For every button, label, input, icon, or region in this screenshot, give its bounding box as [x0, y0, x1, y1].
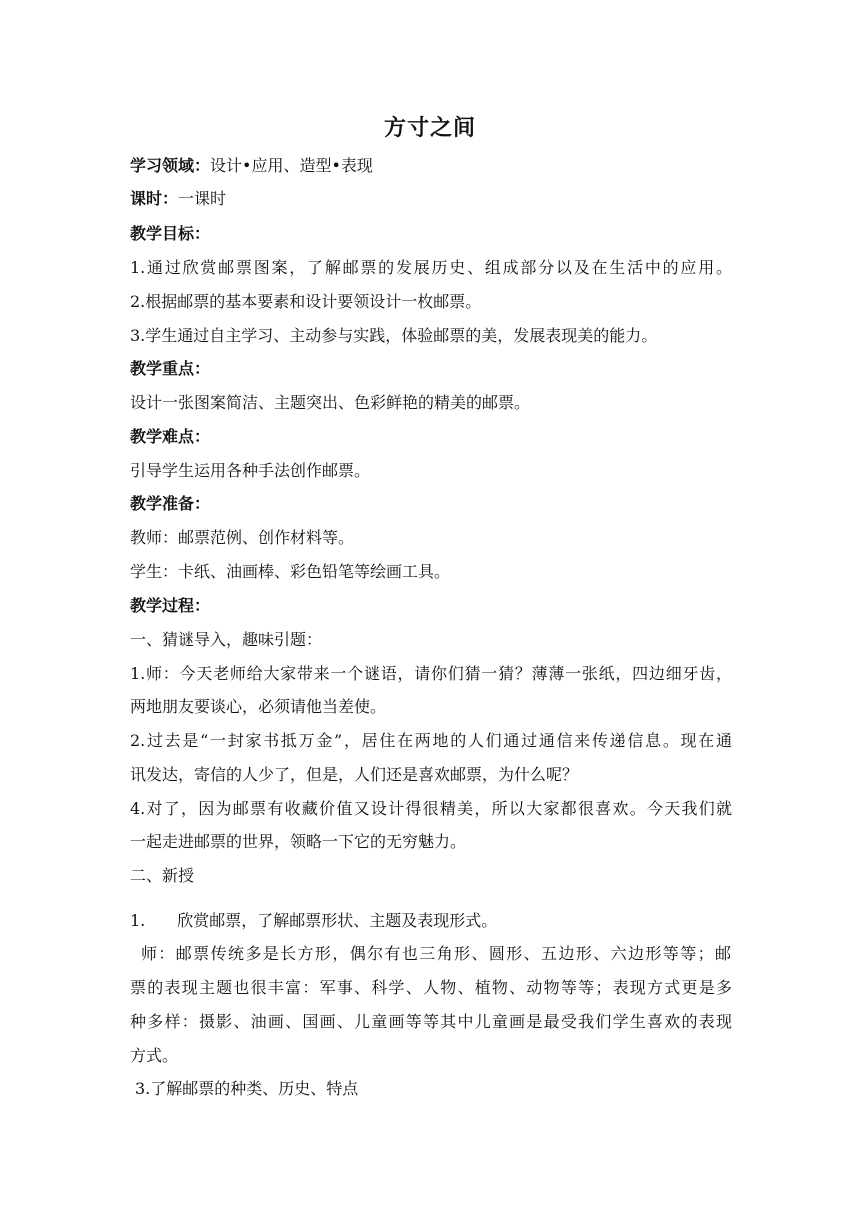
teacher-line-1: 师：邮票传统多是长方形，偶尔有也三角形、圆形、五边形、六边形等等；邮	[141, 944, 731, 963]
teacher-line-3: 种多样：摄影、油画、国画、儿童画等等其中儿童画是最受我们学生喜欢的表现	[130, 1012, 732, 1031]
preparation-heading: 教学准备：	[130, 494, 211, 513]
study-area-label: 学习领域：	[130, 156, 211, 175]
process-heading: 教学过程：	[130, 596, 211, 615]
class-hours-label: 课时：	[130, 189, 179, 208]
study-area-value: 设计•应用、造型•表现	[210, 156, 373, 175]
teacher-line-4: 方式。	[130, 1046, 179, 1065]
preparation-teacher: 教师：邮票范例、创作材料等。	[130, 528, 355, 547]
difficulty-text: 引导学生运用各种手法创作邮票。	[130, 461, 371, 480]
goal-item-3: 3.学生通过自主学习、主动参与实践，体验邮票的美，发展表现美的能力。	[130, 326, 658, 345]
teacher-line-2: 票的表现主题也很丰富：军事、科学、人物、植物、动物等等；表现方式更是多	[130, 978, 732, 997]
study-area-line	[130, 154, 732, 178]
paragraph-2-line-2: 讯发达，寄信的人少了，但是，人们还是喜欢邮票，为什么呢？	[130, 765, 579, 784]
item-1-line	[130, 909, 732, 933]
section2-title: 二、新授	[130, 866, 195, 885]
paragraph-1-line-2: 两地朋友要谈心，必须请他当差使。	[130, 697, 387, 716]
section1-title: 一、猜谜导入，趣味引题：	[130, 630, 323, 649]
item-1-number: 1.	[130, 911, 146, 930]
document-title: 方寸之间	[383, 116, 476, 141]
difficulty-heading: 教学难点：	[130, 427, 211, 446]
key-point-heading: 教学重点：	[130, 359, 211, 378]
item-3-line: 3.了解邮票的种类、历史、特点	[135, 1079, 359, 1098]
goal-item-2: 2.根据邮票的基本要素和设计要领设计一枚邮票。	[130, 292, 482, 311]
goal-item-1: 1.通过欣赏邮票图案，了解邮票的发展历史、组成部分以及在生活中的应用。	[130, 258, 732, 277]
preparation-student: 学生：卡纸、油画棒、彩色铅笔等绘画工具。	[130, 562, 451, 581]
item-1-text: 欣赏邮票，了解邮票形状、主题及表现形式。	[177, 911, 498, 930]
goals-heading: 教学目标：	[130, 224, 211, 243]
paragraph-4-line-2: 一起走进邮票的世界，领略一下它的无穷魅力。	[130, 832, 467, 851]
paragraph-2-line-1: 2.过去是“一封家书抵万金”，居住在两地的人们通过通信来传递信息。现在通	[130, 731, 732, 750]
key-point-text: 设计一张图案简洁、主题突出、色彩鲜艳的精美的邮票。	[130, 393, 531, 412]
paragraph-4-line-1: 4.对了，因为邮票有收藏价值又设计得很精美，所以大家都很喜欢。今天我们就	[130, 799, 732, 818]
class-hours-value: 一课时	[178, 189, 227, 208]
class-hours-line	[130, 187, 732, 211]
paragraph-1-line-1: 1.师：今天老师给大家带来一个谜语，请你们猜一猜？薄薄一张纸，四边细牙齿，	[130, 664, 732, 683]
